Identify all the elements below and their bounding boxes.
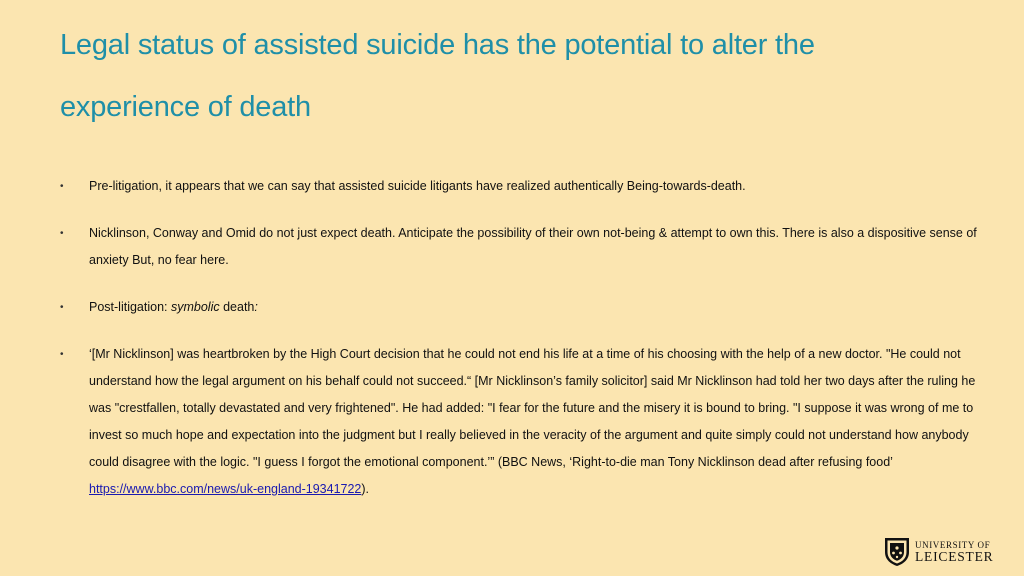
logo-line2: LEICESTER <box>915 549 994 564</box>
bullet-text-mid: death <box>219 300 255 314</box>
bullet-item <box>60 341 980 503</box>
slide-title: Legal status of assisted suicide has the potential to alter the experience of death <box>60 29 815 123</box>
bullet-icon: • <box>60 181 64 192</box>
bullet-text-emphasis: symbolic <box>170 300 220 314</box>
university-logo <box>884 536 1004 568</box>
bullet-quote-end: ). <box>361 482 370 496</box>
bullet-icon: • <box>60 228 64 239</box>
bullet-list <box>60 173 980 523</box>
bbc-news-link[interactable]: https://www.bbc.com/news/uk-england-19341722 <box>89 482 362 496</box>
crest-icon <box>884 537 910 567</box>
bullet-icon: • <box>60 349 64 360</box>
bullet-quote-text: ‘[Mr Nicklinson] was heartbroken by the High Court decision that he could not end his life at a time of his choosing with the help of a new doctor. "He could not understand how the legal argument on his behalf could not succeed.“ [Mr Nicklinson’s family solicitor] said Mr Nicklinson had told her two days after the ruling he was "crestfallen, totally devastated and very frightened". He had added: "I fear for the future and the misery it is bound to bring. "I suppose it was wrong of me to invest so much hope and expectation into the judgment but I really believed in the veracity of the argument and quite simply could not understand how anybody could disagree with the logic. "I guess I forgot the emotional component.’” (BBC News, ‘Right-to-die man Tony Nicklinson dead after refusing food’ <box>89 347 976 469</box>
logo-line1: UNIVERSITY OF <box>915 540 991 550</box>
bullet-text-prefix: Post-litigation: <box>89 300 171 314</box>
bullet-text: Nicklinson, Conway and Omid do not just expect death. Anticipate the possibility of their own not-being & attempt to own this. There is also a dispositive sense of anxiety But, no fear here. <box>89 226 977 267</box>
bullet-text: Pre-litigation, it appears that we can say that assisted suicide litigants have realized authentically Being-towards-death. <box>89 179 746 193</box>
bullet-item <box>60 294 980 321</box>
bullet-icon: • <box>60 302 64 313</box>
bullet-item <box>60 173 980 200</box>
bullet-text-colon: : <box>254 300 258 314</box>
logo-wordmark <box>915 540 993 564</box>
bullet-item <box>60 220 980 274</box>
